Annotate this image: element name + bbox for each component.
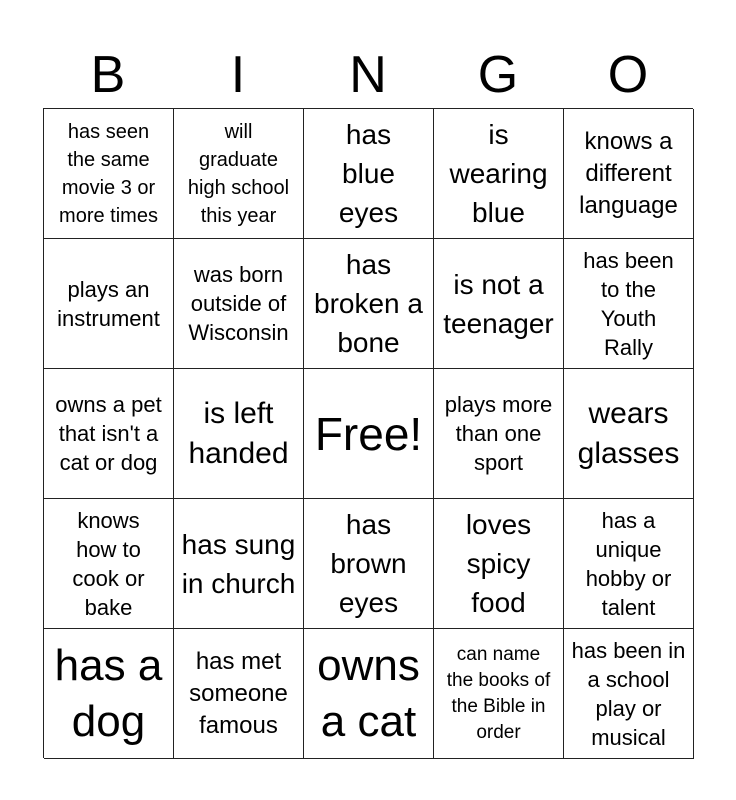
bingo-cell[interactable]: [564, 369, 694, 499]
cell-text: loves spicy food: [465, 509, 532, 618]
free-space: Free!: [314, 407, 423, 460]
cell-text: will graduate high school this year: [187, 120, 290, 227]
bingo-cell[interactable]: [434, 239, 564, 369]
bingo-cell[interactable]: [434, 369, 564, 499]
bingo-cell[interactable]: [434, 629, 564, 759]
bingo-cell[interactable]: [174, 369, 304, 499]
bingo-cell[interactable]: [564, 239, 694, 369]
bingo-cell[interactable]: [434, 109, 564, 239]
bingo-header: [43, 40, 693, 110]
header-letter-i: I: [230, 46, 246, 104]
bingo-cell[interactable]: [174, 499, 304, 629]
header-letter-g: G: [477, 46, 519, 104]
cell-text: is not a teenager: [443, 268, 554, 339]
cell-text: plays an instrument: [57, 276, 160, 331]
bingo-cell[interactable]: [434, 499, 564, 629]
bingo-cell[interactable]: [44, 499, 174, 629]
bingo-cell[interactable]: [564, 499, 694, 629]
cell-text: can name the books of the Bible in order: [446, 643, 551, 743]
cell-text: has met someone famous: [189, 647, 288, 739]
cell-text: plays more than one sport: [444, 392, 553, 475]
bingo-cell[interactable]: [174, 109, 304, 239]
cell-text: has sung in church: [181, 528, 296, 599]
cell-text: wears glasses: [577, 396, 680, 470]
header-letter-b: B: [90, 46, 126, 104]
cell-text: has blue eyes: [338, 119, 399, 228]
cell-text: has seen the same movie 3 or more times: [59, 120, 158, 227]
bingo-board: [43, 108, 693, 758]
cell-text: owns a pet that isn't a cat or dog: [55, 392, 162, 475]
bingo-cell[interactable]: [564, 109, 694, 239]
bingo-cell[interactable]: [174, 239, 304, 369]
bingo-cell[interactable]: [44, 109, 174, 239]
bingo-cell[interactable]: [304, 109, 434, 239]
bingo-cell[interactable]: [304, 239, 434, 369]
bingo-cell[interactable]: [304, 629, 434, 759]
bingo-cell[interactable]: [44, 239, 174, 369]
bingo-cell[interactable]: [304, 499, 434, 629]
cell-text: knows a different language: [579, 127, 678, 219]
cell-text: is wearing blue: [449, 119, 548, 228]
header-letter-n: N: [349, 46, 387, 104]
bingo-cell[interactable]: [304, 369, 434, 499]
header-letter-o: O: [607, 46, 649, 104]
bingo-cell[interactable]: [174, 629, 304, 759]
cell-text: has a dog: [54, 640, 163, 746]
cell-text: knows how to cook or bake: [72, 507, 145, 620]
cell-text: has a unique hobby or talent: [585, 507, 672, 620]
bingo-cell[interactable]: [44, 629, 174, 759]
cell-text: is left handed: [188, 396, 289, 470]
bingo-cell[interactable]: [564, 629, 694, 759]
cell-text: has been to the Youth Rally: [583, 247, 674, 360]
cell-text: has brown eyes: [330, 509, 407, 618]
cell-text: has broken a bone: [314, 249, 423, 358]
bingo-cell[interactable]: [44, 369, 174, 499]
cell-text: was born outside of Wisconsin: [188, 262, 289, 345]
cell-text: has been in a school play or musical: [571, 637, 686, 750]
cell-text: owns a cat: [317, 640, 420, 746]
